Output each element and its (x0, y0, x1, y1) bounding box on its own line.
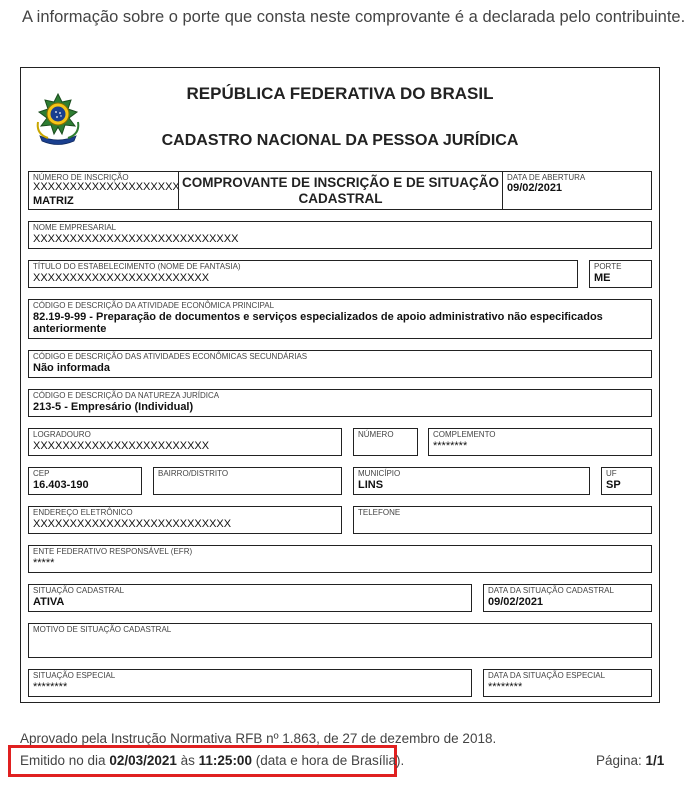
emission-date: 02/03/2021 (109, 753, 177, 768)
field-bairro (153, 467, 342, 495)
field-label: BAIRRO/DISTRITO (158, 469, 229, 478)
comprovante-line-1: COMPROVANTE DE INSCRIÇÃO E DE SITUAÇÃO (181, 175, 500, 190)
field-nome-empresarial (28, 221, 652, 249)
field-cep (28, 467, 142, 495)
field-endereco-eletronico (28, 506, 342, 534)
field-label: DATA DA SITUAÇÃO CADASTRAL (488, 586, 614, 595)
field-telefone (353, 506, 652, 534)
field-value: XXXXXXXXXXXXXXXXXXXXXXXX (33, 272, 210, 284)
field-label: SITUAÇÃO ESPECIAL (33, 671, 116, 680)
field-efr (28, 545, 652, 573)
comprovante-line-2: CADASTRAL (298, 191, 383, 206)
field-atividade-principal (28, 299, 652, 339)
field-situacao-especial (28, 669, 472, 697)
field-value: Não informada (33, 362, 111, 374)
field-value: XXXXXXXXXXXXXXXXXXXXXXXX (33, 440, 210, 452)
emission-suffix: (data e hora de Brasília). (251, 753, 405, 768)
field-numero (353, 428, 418, 456)
emission-mid: às (176, 753, 199, 768)
field-label: MOTIVO DE SITUAÇÃO CADASTRAL (33, 625, 172, 634)
field-natureza-juridica (28, 389, 652, 417)
field-situacao-cadastral (28, 584, 472, 612)
emission-time: 11:25:00 (198, 753, 252, 768)
approval-note: Aprovado pela Instrução Normativa RFB nº 1.863, de 27 de dezembro de 2018. (20, 731, 497, 746)
field-complemento (428, 428, 652, 456)
field-label: TÍTULO DO ESTABELECIMENTO (NOME DE FANTASIA) (33, 262, 241, 271)
field-uf (601, 467, 652, 495)
field-label: TELEFONE (358, 508, 401, 517)
page-value: 1/1 (645, 753, 665, 768)
field-value: ***** (33, 557, 55, 569)
page-label: Página: (596, 753, 646, 768)
field-label: LOGRADOURO (33, 430, 91, 439)
field-label: NÚMERO (358, 430, 394, 439)
comprovante-title (179, 175, 502, 207)
field-value-line-2: anteriormente (33, 323, 107, 335)
field-label: DATA DA SITUAÇÃO ESPECIAL (488, 671, 606, 680)
field-municipio (353, 467, 590, 495)
field-logradouro (28, 428, 342, 456)
field-value-line-1: 82.19-9-99 - Preparação de documentos e serviços especializados de apoio administrativo não especificados (33, 311, 603, 323)
field-value: ******** (433, 440, 468, 452)
field-value: 09/02/2021 (488, 596, 544, 608)
field-label: UF (606, 469, 617, 478)
field-porte (589, 260, 652, 288)
field-value: XXXXXXXXXXXXXXXXXXXX (33, 181, 180, 193)
field-value: LINS (358, 479, 384, 491)
field-value: ATIVA (33, 596, 65, 608)
field-label: COMPLEMENTO (433, 430, 496, 439)
field-value: 16.403-190 (33, 479, 89, 491)
field-value: 09/02/2021 (507, 182, 563, 194)
field-motivo-situacao (28, 623, 652, 658)
field-label: CÓDIGO E DESCRIÇÃO DA ATIVIDADE ECONÔMICA PRINCIPAL (33, 301, 275, 310)
field-value: XXXXXXXXXXXXXXXXXXXXXXXXXXXX (33, 233, 239, 245)
field-value-matriz: MATRIZ (33, 195, 74, 207)
porte-notice: A informação sobre o porte que consta neste comprovante é a declarada pelo contribuinte. (22, 8, 686, 26)
field-atividades-secundarias (28, 350, 652, 378)
page-number (596, 753, 664, 768)
emission-prefix: Emitido no dia (20, 753, 110, 768)
field-value: 213-5 - Empresário (Individual) (33, 401, 194, 413)
field-data-abertura (502, 171, 652, 210)
field-data-situacao-cadastral (483, 584, 652, 612)
field-data-situacao-especial (483, 669, 652, 697)
field-label: NOME EMPRESARIAL (33, 223, 117, 232)
field-label: DATA DE ABERTURA (507, 173, 586, 182)
field-label: ENTE FEDERATIVO RESPONSÁVEL (EFR) (33, 547, 193, 556)
field-value: ME (594, 272, 611, 284)
document-title: REPÚBLICA FEDERATIVA DO BRASIL (186, 84, 494, 103)
field-numero-inscricao (28, 171, 179, 210)
field-label: MUNICÍPIO (358, 469, 401, 478)
field-titulo-estabelecimento (28, 260, 578, 288)
field-value: SP (606, 479, 621, 491)
document-subtitle: CADASTRO NACIONAL DA PESSOA JURÍDICA (161, 132, 519, 149)
field-value: XXXXXXXXXXXXXXXXXXXXXXXXXXX (33, 518, 232, 530)
field-label: SITUAÇÃO CADASTRAL (33, 586, 125, 595)
field-value: ******** (33, 681, 68, 693)
field-label: ENDEREÇO ELETRÔNICO (33, 508, 133, 517)
field-label: CÓDIGO E DESCRIÇÃO DAS ATIVIDADES ECONÔMICAS SECUNDÁRIAS (33, 352, 308, 361)
field-label: CEP (33, 469, 50, 478)
field-label: CÓDIGO E DESCRIÇÃO DA NATUREZA JURÍDICA (33, 391, 220, 400)
field-value: ******** (488, 681, 523, 693)
comprovante-title-box (178, 171, 503, 210)
emission-timestamp (20, 753, 404, 768)
field-label: NÚMERO DE INSCRIÇÃO (33, 173, 129, 182)
field-label: PORTE (594, 262, 622, 271)
